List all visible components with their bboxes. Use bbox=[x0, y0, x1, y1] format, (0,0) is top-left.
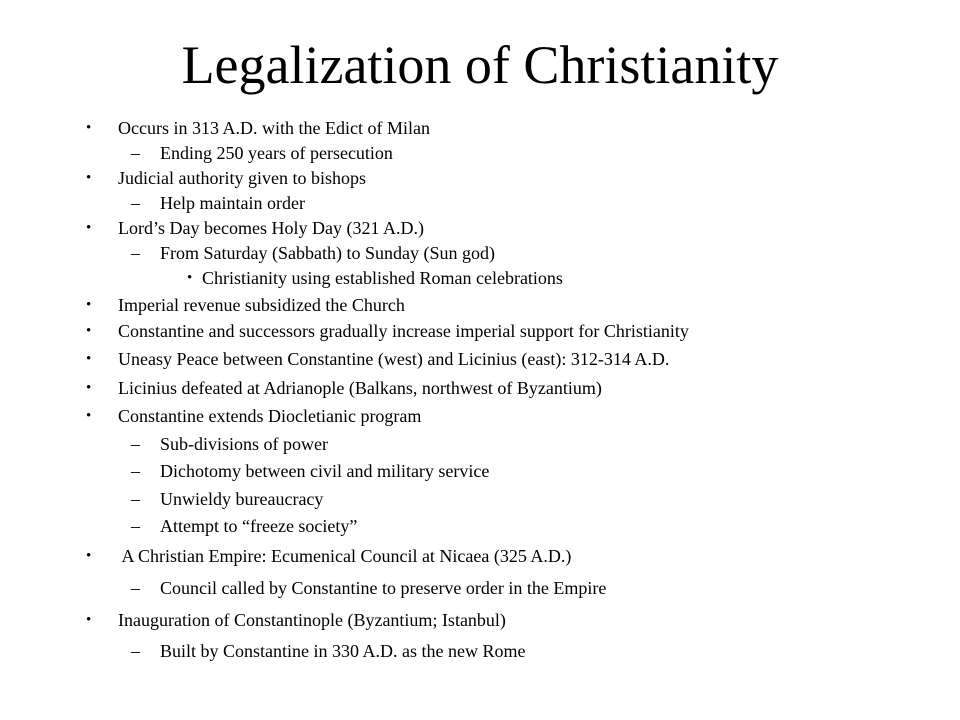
dash-icon: – bbox=[131, 461, 140, 481]
bullet-icon: • bbox=[86, 612, 92, 628]
dash-icon: – bbox=[131, 489, 140, 509]
list-item-text: Lord’s Day becomes Holy Day (321 A.D.) bbox=[118, 218, 424, 238]
slide-title: Legalization of Christianity bbox=[181, 35, 779, 95]
dash-icon: – bbox=[131, 434, 140, 454]
list-item-text: Inauguration of Constantinople (Byzantium; Istanbul) bbox=[118, 610, 506, 630]
list-item-text: Council called by Constantine to preserve order in the Empire bbox=[160, 578, 607, 598]
list-item-text: Judicial authority given to bishops bbox=[118, 168, 366, 188]
dash-icon: – bbox=[131, 243, 140, 263]
list-item-text: Ending 250 years of persecution bbox=[160, 143, 393, 163]
list-item-text: Occurs in 313 A.D. with the Edict of Milan bbox=[118, 118, 430, 138]
bullet-icon: • bbox=[86, 351, 92, 367]
list-item-text: Unwieldy bureaucracy bbox=[160, 489, 324, 509]
list-item-text: Dichotomy between civil and military service bbox=[160, 461, 490, 481]
list-item-text: Help maintain order bbox=[160, 193, 305, 213]
list-item-text: Uneasy Peace between Constantine (west) and Licinius (east): 312-314 A.D. bbox=[118, 349, 670, 369]
dash-icon: – bbox=[131, 193, 140, 213]
bullet-icon: • bbox=[187, 270, 193, 286]
dash-icon: – bbox=[131, 516, 140, 536]
dash-icon: – bbox=[131, 641, 140, 661]
bullet-icon: • bbox=[86, 120, 92, 136]
list-item-text: Christianity using established Roman celebrations bbox=[202, 268, 563, 288]
list-item-text: Sub-divisions of power bbox=[160, 434, 328, 454]
bullet-icon: • bbox=[86, 170, 92, 186]
bullet-icon: • bbox=[86, 297, 92, 313]
bullet-icon: • bbox=[86, 220, 92, 236]
list-item-text: A Christian Empire: Ecumenical Council at Nicaea (325 A.D.) bbox=[118, 546, 572, 566]
list-item-text: From Saturday (Sabbath) to Sunday (Sun god) bbox=[160, 243, 495, 263]
list-item-text: Licinius defeated at Adrianople (Balkans, northwest of Byzantium) bbox=[118, 378, 602, 398]
list-item-text: Attempt to “freeze society” bbox=[160, 516, 358, 536]
bullet-icon: • bbox=[86, 408, 92, 424]
bullet-icon: • bbox=[86, 548, 92, 564]
bullet-icon: • bbox=[86, 323, 92, 339]
list-item-text: Constantine and successors gradually increase imperial support for Christianity bbox=[118, 321, 689, 341]
list-item-text: Imperial revenue subsidized the Church bbox=[118, 295, 405, 315]
dash-icon: – bbox=[131, 143, 140, 163]
bullet-icon: • bbox=[86, 380, 92, 396]
list-item-text: Constantine extends Diocletianic program bbox=[118, 406, 422, 426]
dash-icon: – bbox=[131, 578, 140, 598]
list-item-text: Built by Constantine in 330 A.D. as the new Rome bbox=[160, 641, 526, 661]
